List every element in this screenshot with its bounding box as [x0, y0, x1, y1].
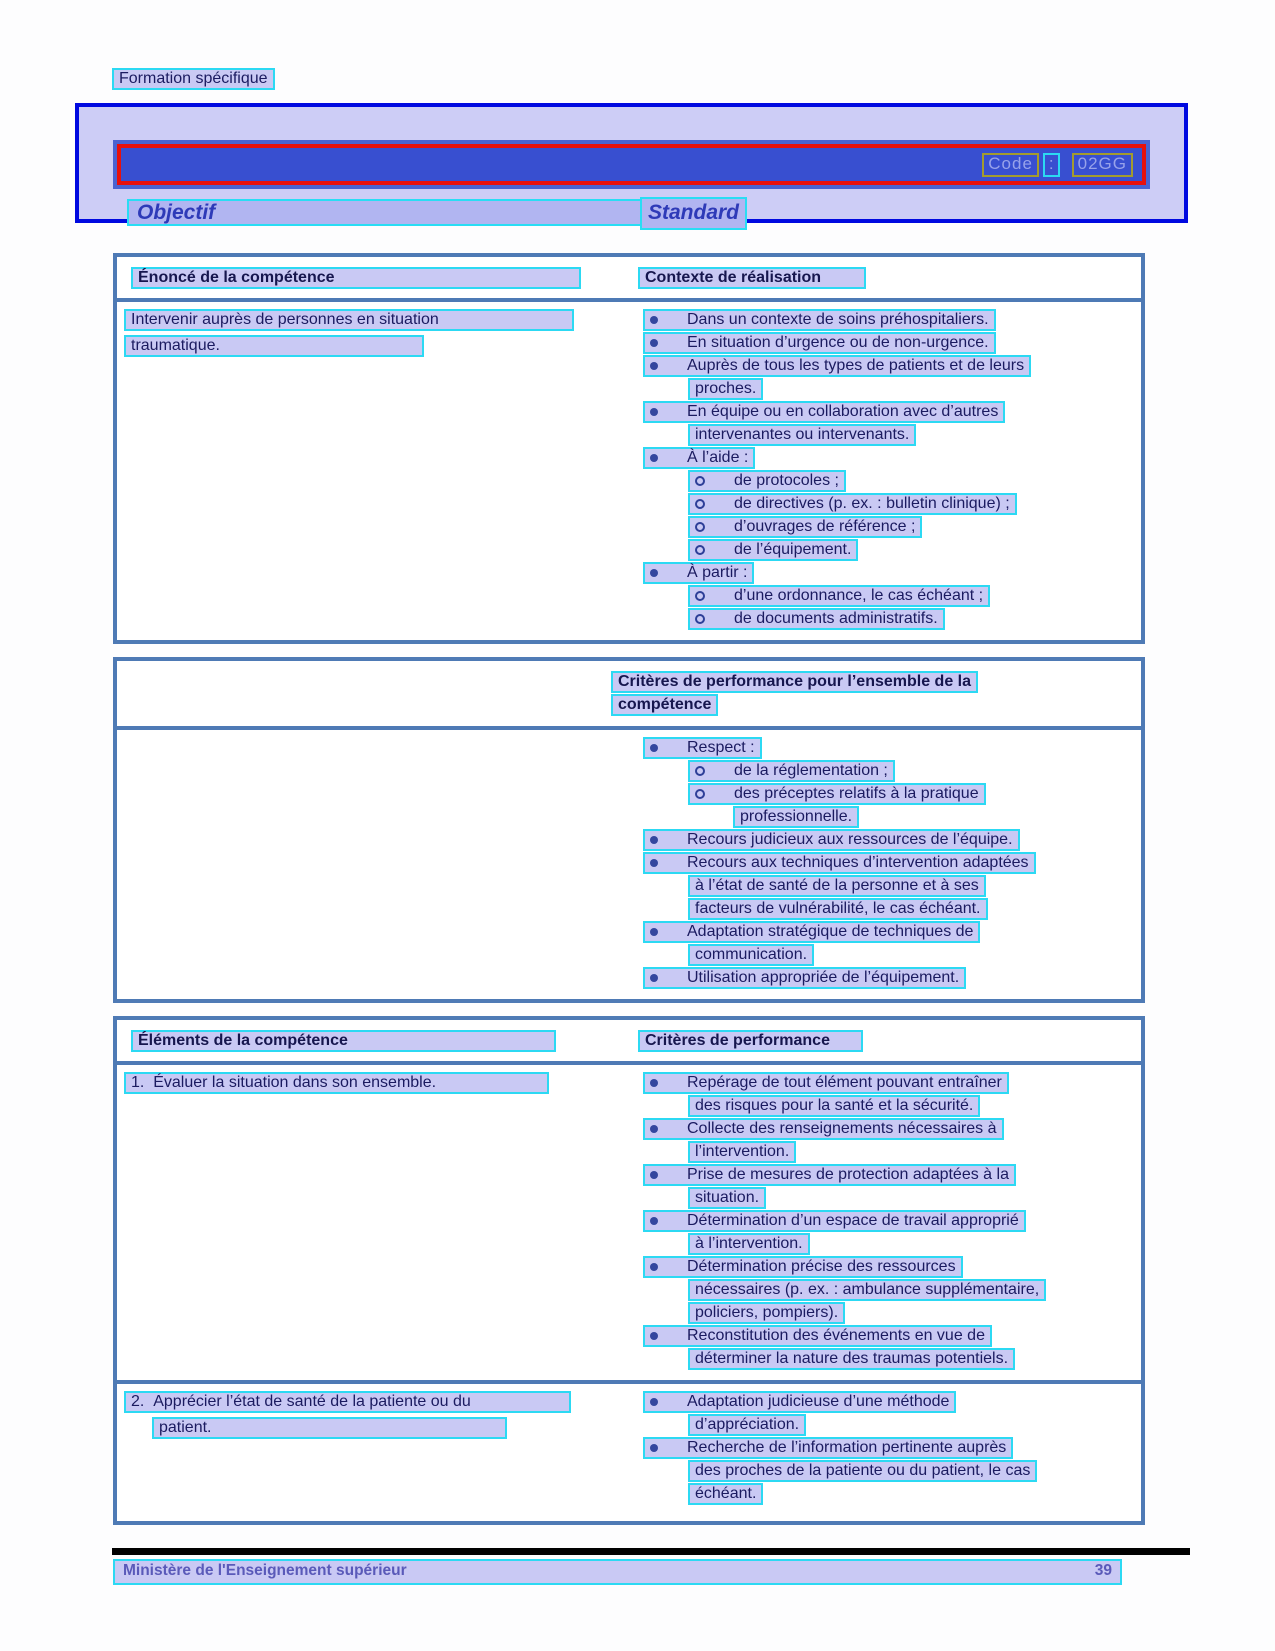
line-text: facteurs de vulnérabilité, le cas échéant.: [695, 900, 981, 917]
bullet-item: [600, 967, 1141, 989]
table2-empty-header-cell: [117, 671, 600, 717]
text-highlight: [688, 1348, 1015, 1370]
table3-row-2: [117, 1380, 1141, 1521]
standard-label: Standard: [640, 197, 747, 230]
line-text: d’ouvrages de référence ;: [734, 518, 916, 535]
text-highlight: [688, 470, 846, 492]
line-text: d’une ordonnance, le cas échéant ;: [734, 587, 984, 604]
bullet-item: [600, 309, 1141, 331]
line-text: Utilisation appropriée de l’équipement.: [687, 969, 960, 986]
line-text: Respect :: [687, 739, 755, 756]
title-box: [75, 103, 1188, 223]
text-highlight: [643, 447, 755, 469]
bullet-item: [600, 562, 1141, 584]
element-2-cell: [117, 1391, 600, 1506]
text-highlight: [643, 1256, 963, 1278]
table3-row-1: [117, 1065, 1141, 1380]
line-text: policiers, pompiers).: [695, 1304, 839, 1321]
dot-bullet-icon: [650, 1398, 658, 1406]
bullet-item: [600, 401, 1141, 446]
text-highlight: [688, 1233, 810, 1255]
sub-bullet-item: [600, 783, 1141, 828]
objectif-standard-band: [127, 199, 747, 226]
text-highlight: [688, 1460, 1037, 1482]
sub-bullet-item: [600, 516, 1141, 538]
table2-header-row: [117, 661, 1141, 730]
line-text: communication.: [695, 946, 808, 963]
table1-left-header: Énoncé de la compétence: [131, 267, 581, 289]
line-text: déterminer la nature des traumas potentiels.: [695, 1350, 1009, 1367]
dot-bullet-icon: [650, 744, 658, 752]
table2-header-line: compétence: [611, 694, 718, 716]
line-text: Détermination précise des ressources: [687, 1258, 956, 1275]
circle-bullet-icon: [695, 614, 705, 624]
bullet-item: [600, 852, 1141, 920]
statement-line-highlight: Intervenir auprès de personnes en situation: [124, 309, 574, 331]
line-text: Reconstitution des événements en vue de: [687, 1327, 985, 1344]
sub-bullet-item: [600, 608, 1141, 630]
table2-body-row: [117, 730, 1141, 999]
dot-bullet-icon: [650, 1332, 658, 1340]
dot-bullet-icon: [650, 859, 658, 867]
element-1-cell: [117, 1072, 600, 1371]
text-highlight: [643, 309, 996, 331]
text-highlight: [688, 783, 986, 805]
code-separator-box: :: [1043, 153, 1060, 177]
text-highlight: [688, 944, 814, 966]
table3-right-header: Critères de performance: [638, 1030, 863, 1052]
bullet-item: [600, 1164, 1141, 1209]
section-label: Formation spécifique: [119, 70, 268, 87]
bullet-item: [600, 1391, 1141, 1436]
dot-bullet-icon: [650, 1171, 658, 1179]
criteres-element-1-list: [600, 1072, 1141, 1371]
line-text: de l’équipement.: [734, 541, 852, 558]
element-line-highlight: 1. Évaluer la situation dans son ensemble.: [124, 1072, 549, 1094]
line-text: échéant.: [695, 1485, 757, 1502]
line-text: Dans un contexte de soins préhospitaliers.: [687, 311, 989, 328]
table-criteres-ensemble: [113, 657, 1145, 1003]
line-text: Adaptation stratégique de techniques de: [687, 923, 974, 940]
text-highlight: [688, 1279, 1046, 1301]
text-highlight: [688, 608, 945, 630]
dot-bullet-icon: [650, 1079, 658, 1087]
line-text: à l’état de santé de la personne et à ses: [695, 877, 979, 894]
text-highlight: [688, 1483, 763, 1505]
text-highlight: [688, 1302, 845, 1324]
text-highlight: [688, 493, 1017, 515]
line-text: Détermination d’un espace de travail approprié: [687, 1212, 1019, 1229]
text-highlight: [643, 1437, 1013, 1459]
bullet-item: [600, 921, 1141, 966]
line-text: de directives (p. ex. : bulletin clinique) ;: [734, 495, 1010, 512]
line-text: de documents administratifs.: [734, 610, 938, 627]
bullet-item: [600, 1072, 1141, 1117]
text-highlight: [688, 378, 763, 400]
bullet-item: [600, 332, 1141, 354]
line-text: à l’intervention.: [695, 1235, 803, 1252]
text-highlight: [643, 332, 996, 354]
text-highlight: [643, 562, 754, 584]
competence-statement-cell: [117, 309, 600, 631]
text-highlight: [643, 1118, 1004, 1140]
line-text: de protocoles ;: [734, 472, 839, 489]
text-highlight: [688, 1187, 766, 1209]
dot-bullet-icon: [650, 316, 658, 324]
text-highlight: [688, 875, 986, 897]
line-text: d’appréciation.: [695, 1416, 800, 1433]
sub-bullet-item: [600, 539, 1141, 561]
circle-bullet-icon: [695, 545, 705, 555]
circle-bullet-icon: [695, 591, 705, 601]
line-text: Auprès de tous les types de patients et de leurs: [687, 357, 1025, 374]
sub-bullet-item: [600, 470, 1141, 492]
line-text: des proches de la patiente ou du patient, le cas: [695, 1462, 1031, 1479]
circle-bullet-icon: [695, 499, 705, 509]
circle-bullet-icon: [695, 789, 705, 799]
footer-ministry: Ministère de l'Enseignement supérieur: [123, 1562, 407, 1579]
dot-bullet-icon: [650, 1125, 658, 1133]
circle-bullet-icon: [695, 522, 705, 532]
table1-right-header: Contexte de réalisation: [638, 267, 866, 289]
text-highlight: [643, 355, 1031, 377]
line-text: nécessaires (p. ex. : ambulance supplémentaire,: [695, 1281, 1040, 1298]
circle-bullet-icon: [695, 476, 705, 486]
line-text: Recours judicieux aux ressources de l’équipe.: [687, 831, 1013, 848]
text-highlight: [643, 1164, 1016, 1186]
dot-bullet-icon: [650, 1263, 658, 1271]
line-text: En équipe ou en collaboration avec d’autres: [687, 403, 999, 420]
criteres-ensemble-list: [600, 737, 1141, 990]
line-text: Recherche de l’information pertinente auprès: [687, 1439, 1007, 1456]
dot-bullet-icon: [650, 974, 658, 982]
table3-header-row: [117, 1020, 1141, 1065]
line-text: situation.: [695, 1189, 760, 1206]
table-enonce-contexte: [113, 253, 1145, 644]
text-highlight: [688, 539, 858, 561]
text-highlight: [643, 401, 1005, 423]
table2-header-line: Critères de performance pour l’ensemble de la: [611, 671, 978, 693]
text-highlight: [688, 760, 895, 782]
bullet-item: [600, 1210, 1141, 1255]
line-text: Prise de mesures de protection adaptées à la: [687, 1166, 1009, 1183]
text-highlight: [688, 424, 916, 446]
statement-line-highlight: traumatique.: [124, 335, 424, 357]
line-text: Repérage de tout élément pouvant entraîner: [687, 1074, 1002, 1091]
footer-bar: [113, 1559, 1122, 1585]
text-highlight: [643, 1072, 1009, 1094]
text-highlight: [643, 921, 980, 943]
dot-bullet-icon: [650, 1444, 658, 1452]
text-highlight: [643, 1210, 1026, 1232]
text-highlight: [733, 806, 859, 828]
code-bar: [117, 144, 1146, 185]
text-highlight: [688, 898, 988, 920]
text-highlight: [688, 1414, 806, 1436]
bullet-item: [600, 1118, 1141, 1163]
element-line-highlight: 2. Apprécier l’état de santé de la patiente ou du: [124, 1391, 571, 1413]
line-text: l’intervention.: [695, 1143, 790, 1160]
contexte-list: [600, 309, 1141, 631]
table1-body-row: [117, 302, 1141, 640]
table-elements-criteres: [113, 1016, 1145, 1525]
footer-divider: [112, 1548, 1190, 1555]
line-text: professionnelle.: [740, 808, 853, 825]
text-highlight: [688, 1095, 980, 1117]
table3-left-header: Éléments de la compétence: [131, 1030, 556, 1052]
line-text: En situation d’urgence ou de non-urgence.: [687, 334, 989, 351]
line-text: À l’aide :: [687, 449, 749, 466]
line-text: de la réglementation ;: [734, 762, 888, 779]
dot-bullet-icon: [650, 836, 658, 844]
bullet-item: [600, 1256, 1141, 1324]
sub-bullet-item: [600, 760, 1141, 782]
section-label-row: [112, 68, 275, 90]
dot-bullet-icon: [650, 569, 658, 577]
section-label-highlight: [112, 68, 275, 90]
dot-bullet-icon: [650, 454, 658, 462]
criteres-element-2-list: [600, 1391, 1141, 1506]
dot-bullet-icon: [650, 408, 658, 416]
circle-bullet-icon: [695, 766, 705, 776]
bullet-item: [600, 1437, 1141, 1505]
tables-column: [113, 253, 1145, 1538]
code-value-box: 02GG: [1072, 153, 1133, 177]
text-highlight: [643, 737, 762, 759]
text-highlight: [643, 1325, 992, 1347]
dot-bullet-icon: [650, 928, 658, 936]
text-highlight: [688, 585, 990, 607]
table1-header-row: [117, 257, 1141, 302]
table2-empty-cell: [117, 737, 600, 990]
bullet-item: [600, 1325, 1141, 1370]
line-text: des risques pour la santé et la sécurité.: [695, 1097, 974, 1114]
bullet-item: [600, 447, 1141, 469]
dot-bullet-icon: [650, 362, 658, 370]
text-highlight: [643, 829, 1020, 851]
footer-page-number: 39: [1094, 1562, 1112, 1579]
element-line-highlight: patient.: [152, 1417, 507, 1439]
line-text: des préceptes relatifs à la pratique: [734, 785, 979, 802]
dot-bullet-icon: [650, 1217, 658, 1225]
line-text: Adaptation judicieuse d’une méthode: [687, 1393, 950, 1410]
text-highlight: [643, 852, 1036, 874]
text-highlight: [688, 516, 922, 538]
line-text: À partir :: [687, 564, 748, 581]
bullet-item: [600, 355, 1141, 400]
sub-bullet-item: [600, 585, 1141, 607]
bullet-item: [600, 829, 1141, 851]
line-text: proches.: [695, 380, 757, 397]
bullet-item: [600, 737, 1141, 759]
dot-bullet-icon: [650, 339, 658, 347]
line-text: Recours aux techniques d’intervention adaptées: [687, 854, 1029, 871]
line-text: Collecte des renseignements nécessaires à: [687, 1120, 997, 1137]
code-label-box: Code: [982, 153, 1039, 177]
line-text: intervenantes ou intervenants.: [695, 426, 910, 443]
sub-bullet-item: [600, 493, 1141, 515]
text-highlight: [643, 1391, 956, 1413]
code-bar-outer: [113, 140, 1150, 189]
objectif-label: Objectif: [137, 201, 216, 224]
text-highlight: [688, 1141, 796, 1163]
text-highlight: [643, 967, 966, 989]
